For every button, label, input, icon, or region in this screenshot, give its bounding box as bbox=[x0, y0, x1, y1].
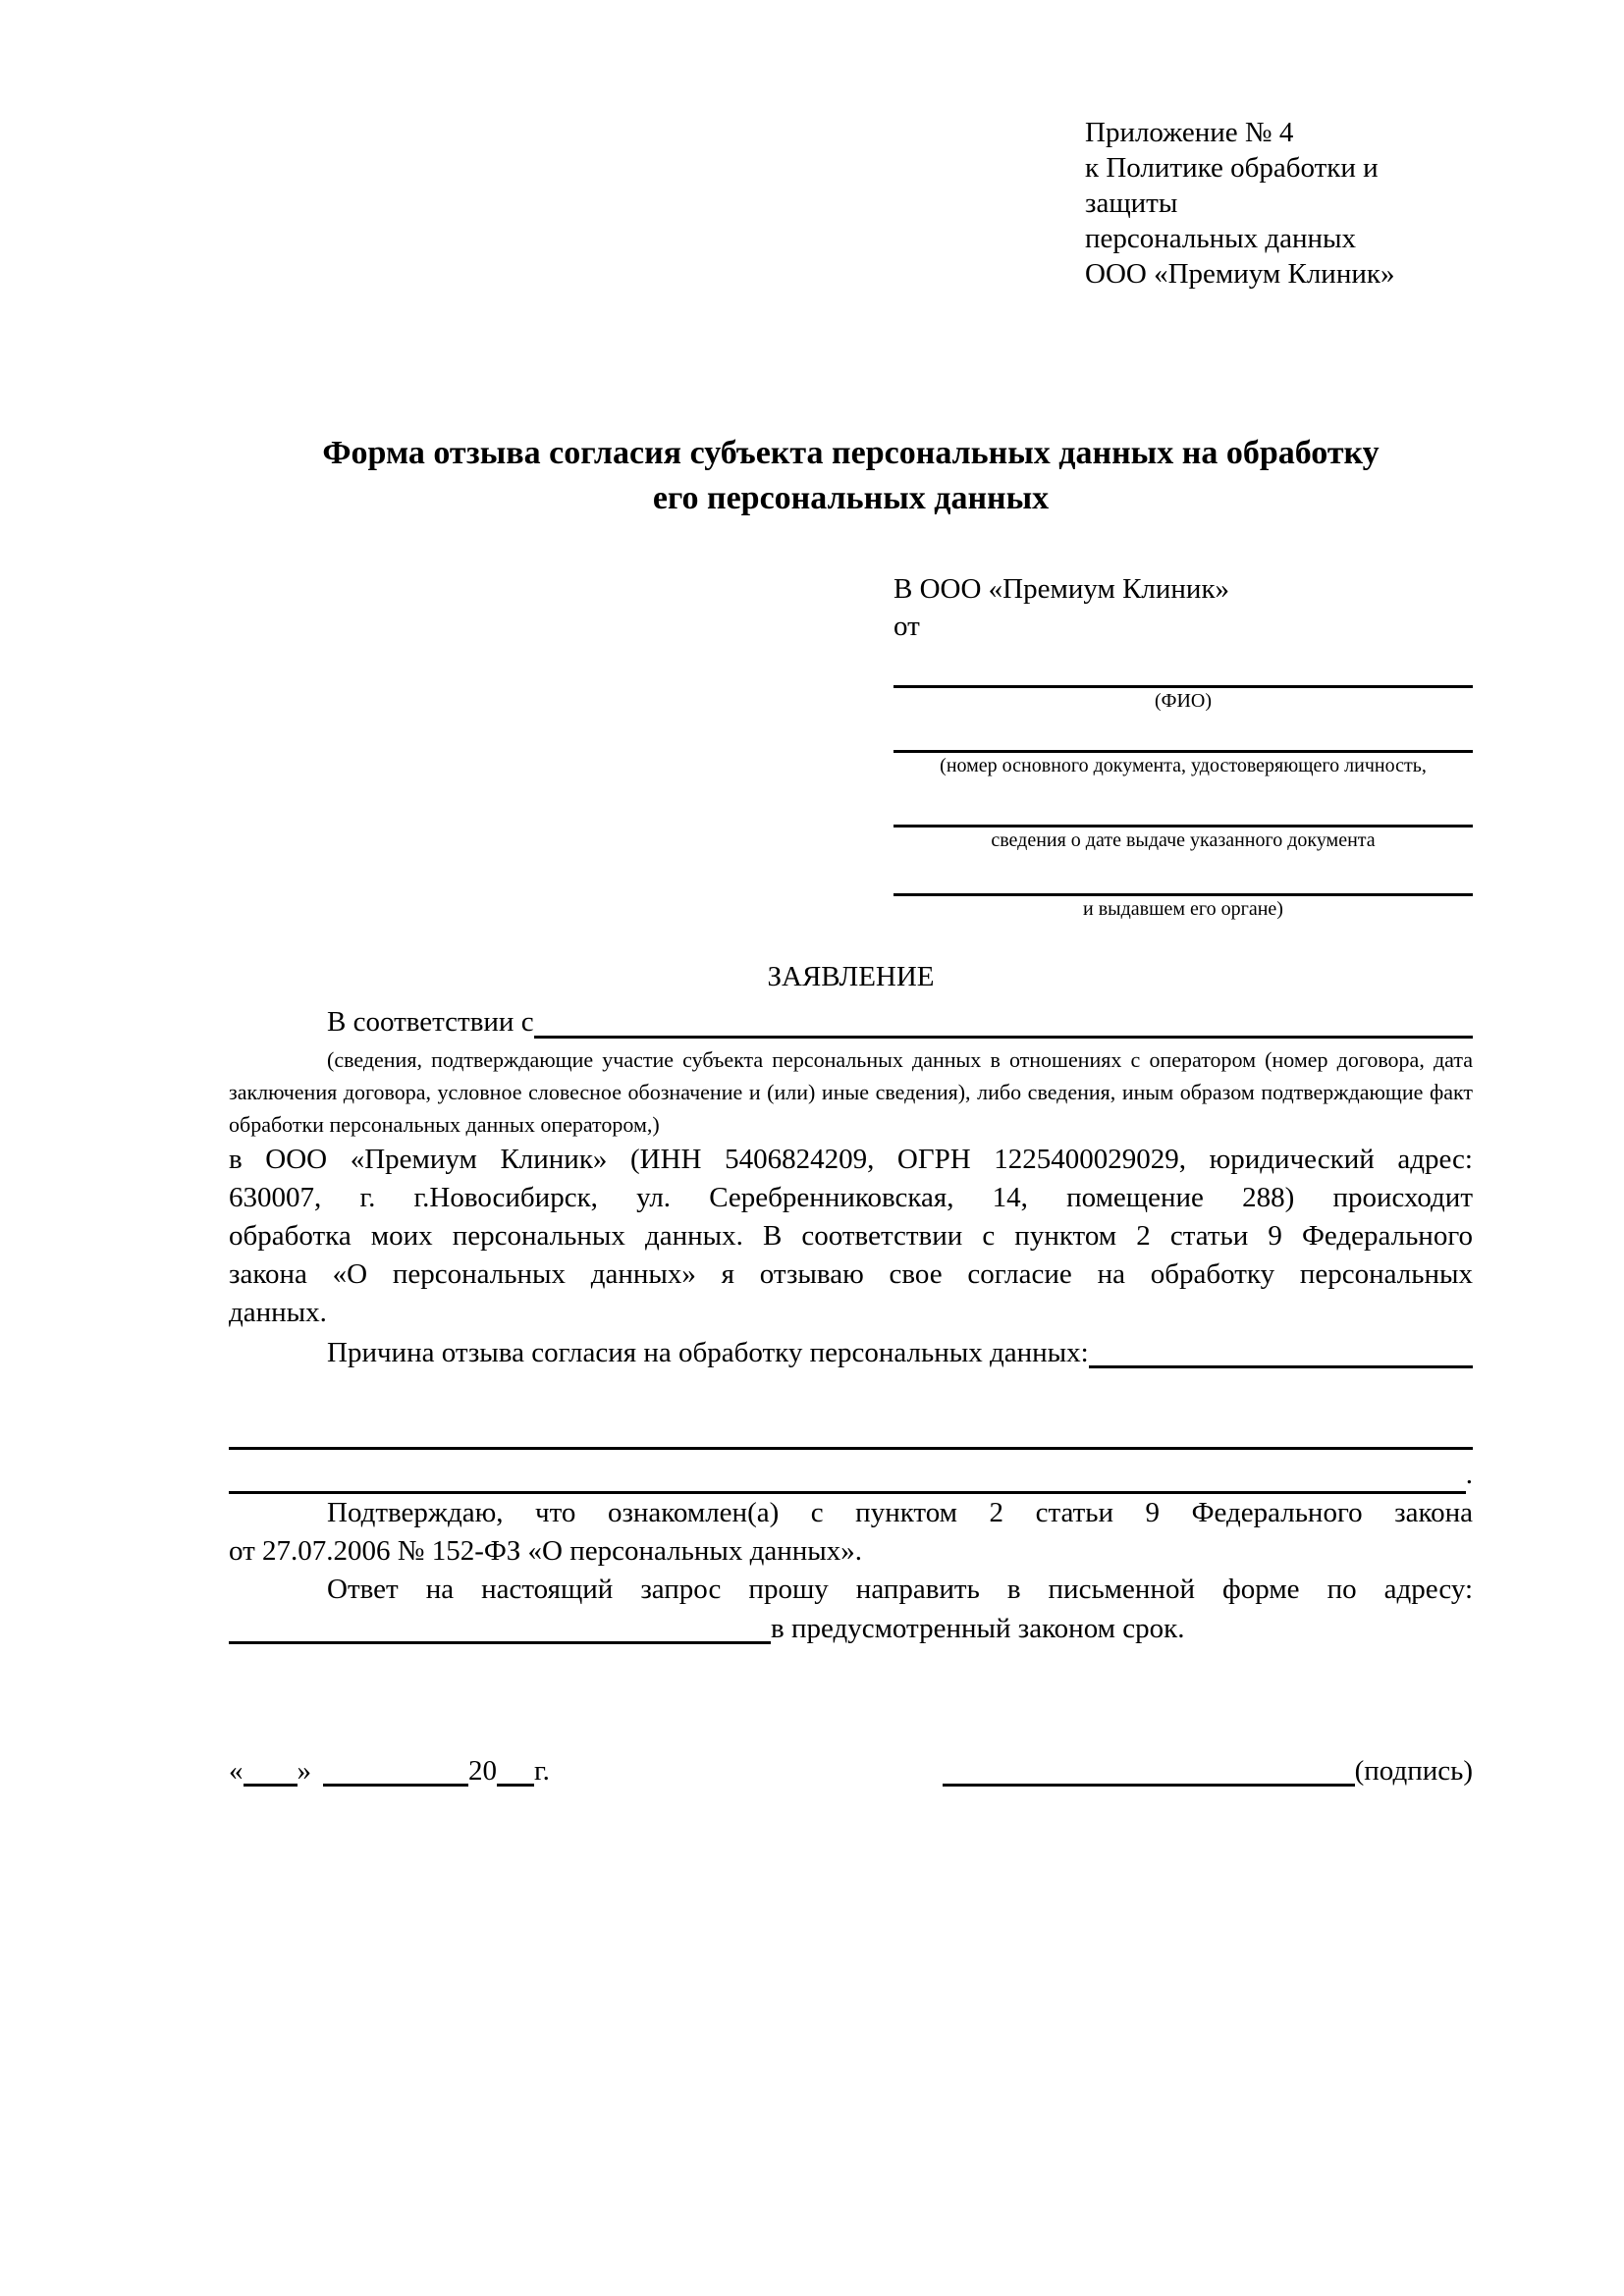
date-year-suffix: г. bbox=[534, 1755, 550, 1787]
fio-field bbox=[893, 645, 1473, 715]
issuing-authority-field bbox=[893, 854, 1473, 923]
confirmation-paragraph bbox=[229, 1494, 1473, 1571]
main-paragraph-line: 630007, г. г.Новосибирск, ул. Серебренниковская, 14, помещение 288) происходит bbox=[229, 1182, 1473, 1213]
reason-blank-line-2[interactable] bbox=[229, 1405, 1473, 1450]
document-number-caption: (номер основного документа, удостоверяющего личность, bbox=[940, 755, 1427, 776]
reason-blank-line-3[interactable] bbox=[229, 1450, 1466, 1494]
fine-print-line: (сведения, подтверждающие участие субъекта персональных данных в отношениях с оператором (номер договора, дата bbox=[327, 1047, 1473, 1072]
main-paragraph-line: закона «О персональных данных» я отзываю свое согласие на обработку персональных bbox=[229, 1258, 1473, 1290]
footer-spacer bbox=[550, 1750, 943, 1791]
reply-request-paragraph bbox=[229, 1571, 1473, 1649]
date-month-blank-line[interactable] bbox=[323, 1750, 468, 1787]
reason-prefix: Причина отзыва согласия на обработку персональных данных: bbox=[327, 1337, 1089, 1368]
document-title-line: Форма отзыва согласия субъекта персональных данных на обработку bbox=[322, 435, 1380, 471]
fine-print-note bbox=[229, 1043, 1473, 1141]
document-content bbox=[229, 0, 1473, 1791]
reply-address-row bbox=[229, 1609, 1473, 1649]
issuing-authority-caption: и выдавшем его органе) bbox=[1083, 898, 1283, 920]
issuing-authority-blank-line[interactable] bbox=[893, 854, 1473, 896]
reply-suffix: в предусмотренный законом срок. bbox=[771, 1613, 1185, 1644]
date-year-blank-line[interactable] bbox=[497, 1750, 534, 1787]
fio-caption: (ФИО) bbox=[1154, 690, 1212, 712]
appendix-reference bbox=[1085, 115, 1478, 292]
main-paragraph-line: в ООО «Премиум Клиник» (ИНН 5406824209, ОГРН 1225400029029, юридический адрес: bbox=[229, 1144, 1473, 1175]
statement-heading: ЗАЯВЛЕНИЕ bbox=[767, 961, 935, 992]
date-year-text: 20 bbox=[468, 1755, 497, 1787]
issue-date-caption: сведения о дате выдаче указанного документа bbox=[991, 829, 1376, 851]
document-number-field bbox=[893, 715, 1473, 779]
reason-blank-row-3 bbox=[229, 1450, 1473, 1494]
addressee-block bbox=[893, 570, 1473, 923]
fine-print-line: обработки персональных данных оператором,) bbox=[229, 1112, 660, 1137]
date-day-blank-line[interactable] bbox=[244, 1750, 298, 1787]
fine-print-line: заключения договора, условное словесное обозначение и (или) иные сведения), либо сведения, иным образом подтверждающие факт bbox=[229, 1080, 1473, 1104]
document-title-line: его персональных данных bbox=[652, 480, 1050, 516]
date-signature-row bbox=[229, 1750, 1473, 1791]
reason-terminator: . bbox=[1465, 1459, 1473, 1490]
addressee-to: В ООО «Премиум Клиник» bbox=[893, 573, 1230, 605]
appendix-line: ООО «Премиум Клиник» bbox=[1085, 258, 1395, 290]
appendix-line: к Политике обработки и защиты bbox=[1085, 152, 1379, 219]
accordance-prefix: В соответствии с bbox=[327, 1006, 534, 1038]
confirmation-line: Подтверждаю, что ознакомлен(а) с пунктом 2 статьи 9 Федерального закона bbox=[327, 1497, 1473, 1528]
main-paragraph bbox=[229, 1141, 1473, 1332]
fio-blank-line[interactable] bbox=[893, 645, 1473, 688]
accordance-row bbox=[229, 1001, 1473, 1043]
main-paragraph-line: обработка моих персональных данных. В соответствии с пунктом 2 статьи 9 Федерального bbox=[229, 1220, 1473, 1252]
reply-request-line: Ответ на настоящий запрос прошу направить в письменной форме по адресу: bbox=[327, 1574, 1473, 1605]
date-close-quote: » bbox=[297, 1755, 311, 1787]
main-paragraph-line: данных. bbox=[229, 1297, 327, 1328]
signature-blank-line[interactable] bbox=[943, 1750, 1355, 1787]
confirmation-line: от 27.07.2006 № 152-ФЗ «О персональных данных». bbox=[229, 1535, 863, 1567]
reason-row bbox=[229, 1333, 1473, 1373]
accordance-blank-line[interactable] bbox=[534, 1001, 1473, 1039]
reply-address-blank-line[interactable] bbox=[229, 1609, 771, 1644]
issue-date-blank-line[interactable] bbox=[893, 779, 1473, 828]
issue-date-field bbox=[893, 779, 1473, 854]
reason-blank-line[interactable] bbox=[1089, 1333, 1473, 1368]
signature-caption: (подпись) bbox=[1354, 1755, 1473, 1787]
addressee-from-label: от bbox=[893, 611, 920, 642]
document-title bbox=[229, 431, 1473, 521]
appendix-line: Приложение № 4 bbox=[1085, 117, 1294, 148]
date-open-quote: « bbox=[229, 1755, 244, 1787]
appendix-line: персональных данных bbox=[1085, 223, 1357, 254]
document-number-blank-line[interactable] bbox=[893, 715, 1473, 753]
